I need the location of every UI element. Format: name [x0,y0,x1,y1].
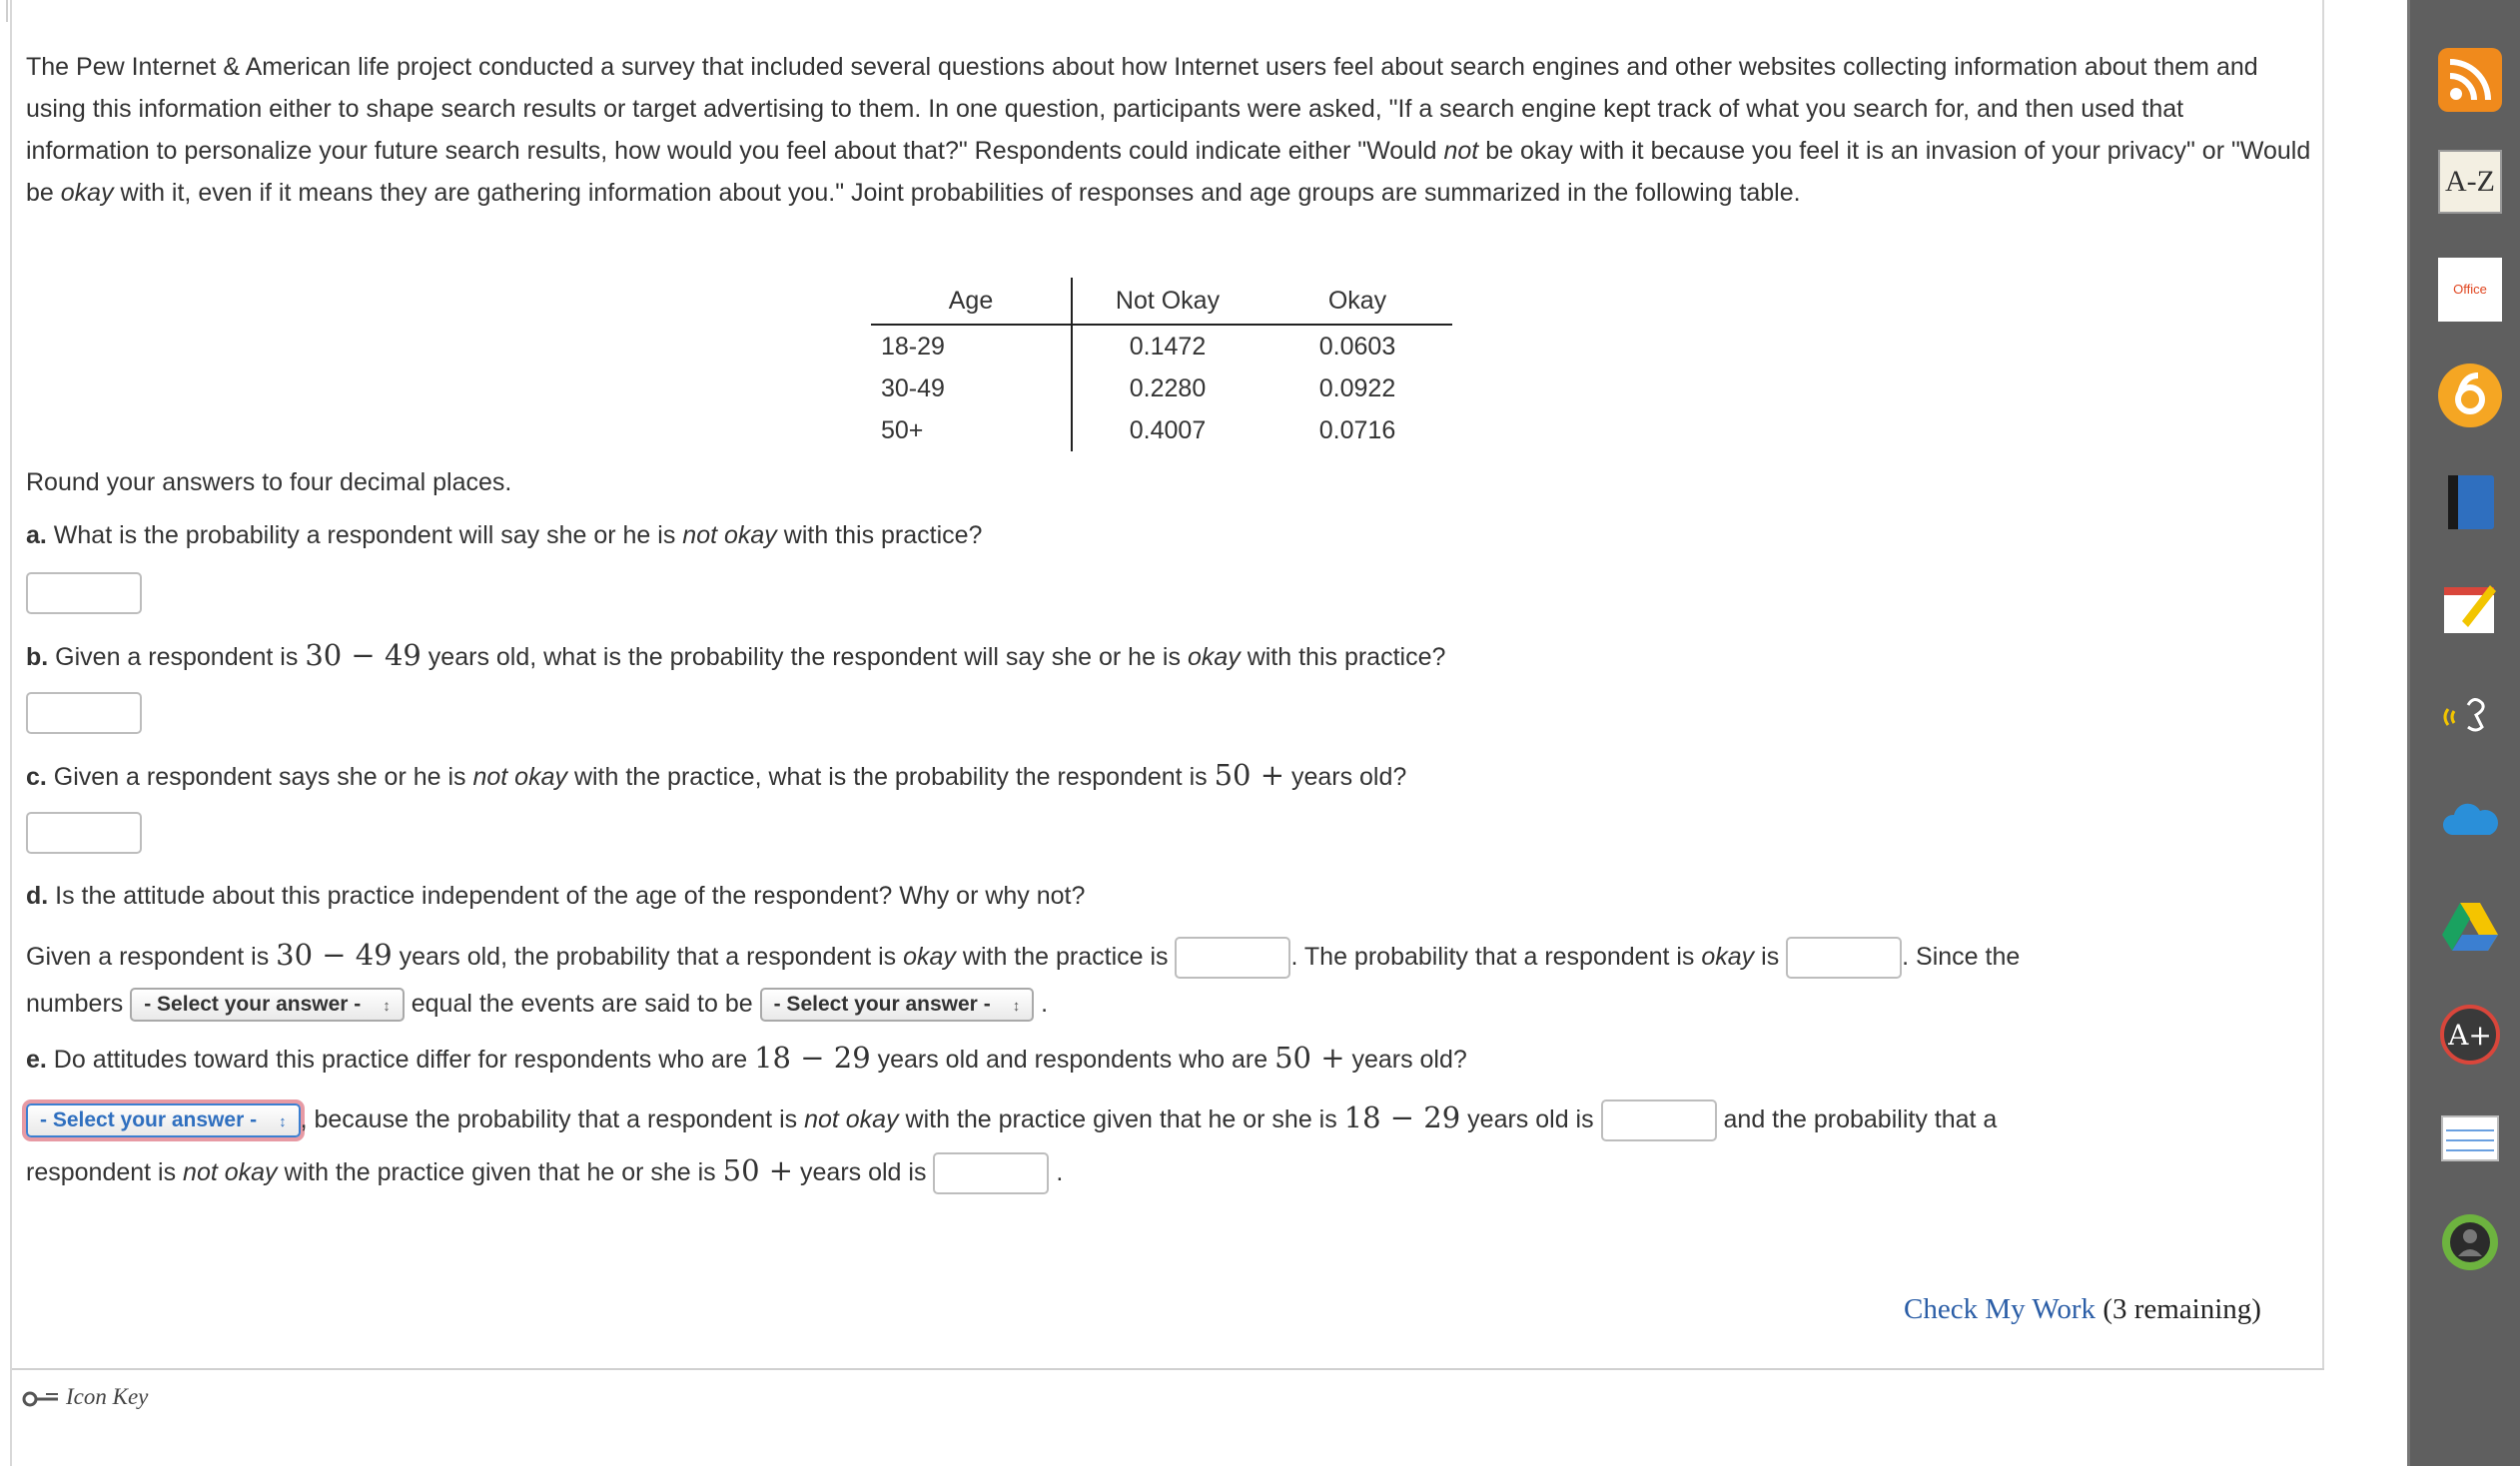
answer-e-50-plus-input[interactable] [933,1152,1049,1194]
select-arrows-icon: ↕ [383,998,391,1016]
problem-content [26,0,2323,1466]
attempts-remaining: (3 remaining) [2096,1293,2261,1325]
drive-icon[interactable] [2438,895,2502,959]
key-icon [22,1388,60,1410]
table-row [871,325,1452,367]
select-arrows-icon: ↕ [279,1113,287,1131]
table-row [871,367,1452,409]
question-b: b. Given a respondent is 30 − 49 years old, what is the probability the respondent will say she or he is okay with this practice? [26,638,1446,672]
table-header-age: Age [871,278,1072,325]
answer-a-input[interactable] [26,572,142,614]
question-e: e. Do attitudes toward this practice differ for respondents who are 18 − 29 years old and respondents who are 50 + years old? [26,1041,1467,1075]
notes-icon[interactable] [2438,577,2502,641]
answer-d-okay-input[interactable] [1786,937,1902,979]
content-left-border [10,0,12,1466]
answer-d-okay-given-30-49-input[interactable] [1175,937,1290,979]
table-cell-not-okay: 0.2280 [1072,367,1262,409]
table-cell-okay: 0.0603 [1318,333,1396,361]
question-e-line-1: - Select your answer - ↕ , because the probability that a respondent is not okay with the practice given that he or she is 18 − 29 years old is and the probability that a [26,1097,1997,1141]
answer-d-events-select[interactable]: - Select your answer - ↕ [760,988,1035,1022]
table-header-row [871,278,1452,325]
answer-c-input[interactable] [26,812,142,854]
cloud-icon[interactable] [2438,789,2502,853]
window-edge [0,0,8,22]
answer-d-equal-select[interactable]: - Select your answer - ↕ [130,988,405,1022]
question-a: a. What is the probability a respondent will say she or he is not okay with this practice? [26,521,983,549]
table-cell-okay: 0.0922 [1318,374,1396,402]
table-cell-age: 50+ [881,416,924,444]
table-cell-okay: 0.0716 [1318,416,1396,444]
answer-e-differ-select[interactable]: - Select your answer - ↕ [26,1103,301,1137]
tools-sidebar [2407,0,2520,1466]
question-c: c. Given a respondent says she or he is not okay with the practice, what is the probability the respondent is 50 + years old? [26,758,1407,792]
notepad-icon[interactable] [2438,1106,2502,1170]
table-cell-age: 18-29 [881,333,945,361]
answer-e-18-29-input[interactable] [1601,1100,1717,1141]
round-note: Round your answers to four decimal places. [26,468,512,496]
a-z-icon[interactable]: A-Z [2438,150,2502,214]
table-header-not-okay: Not Okay [1072,278,1262,325]
cengage-icon[interactable] [2438,364,2502,427]
profile-icon[interactable] [2438,1210,2502,1274]
joint-probability-table [871,278,1452,451]
table-cell-not-okay: 0.4007 [1072,409,1262,451]
office-icon[interactable]: Office [2438,258,2502,322]
check-my-work [1904,1288,2261,1330]
svg-text:A+: A+ [2448,1019,2492,1052]
question-e-line-2: respondent is not okay with the practice given that he or she is 50 + years old is . [26,1149,1063,1194]
aplus-icon[interactable] [2438,1003,2502,1067]
table-header-okay: Okay [1262,278,1452,325]
select-arrows-icon: ↕ [1012,998,1021,1016]
table-cell-age: 30-49 [881,374,945,402]
answer-b-input[interactable] [26,692,142,734]
problem-intro: The Pew Internet & American life project conducted a survey that included several questions about how Internet users feel about search engines and other websites collecting information about them and using this information either to shape search results or target advertising to them. In one question, participants were asked, "If a search engine kept track of what you search for, and then used that information to personalize your future search results, how would you feel about that?" Respondents could indicate either "Would not be okay with it because you feel it is an invasion of your privacy" or "Would be okay with it, even if it means they are gathering information about you." Joint probabilities of responses and age groups are summarized in the following table. [26,53,2311,207]
rss-icon[interactable] [2438,48,2502,112]
table-row [871,409,1452,451]
question-d-line-1: Given a respondent is 30 − 49 years old, the probability that a respondent is okay with the practice is . The probability that a respondent is okay is . Since the [26,934,2020,979]
audio-icon[interactable] [2438,683,2502,747]
book-icon[interactable] [2438,469,2502,533]
check-my-work-link[interactable]: Check My Work [1904,1293,2097,1325]
table-cell-not-okay: 0.1472 [1072,325,1262,367]
icon-key-link[interactable]: Icon Key [22,1376,148,1418]
question-d-line-2: numbers - Select your answer - ↕ equal the events are said to be - Select your answer - ↕ . [26,983,1048,1025]
question-d: d. Is the attitude about this practice independent of the age of the respondent? Why or why not? [26,882,1086,910]
